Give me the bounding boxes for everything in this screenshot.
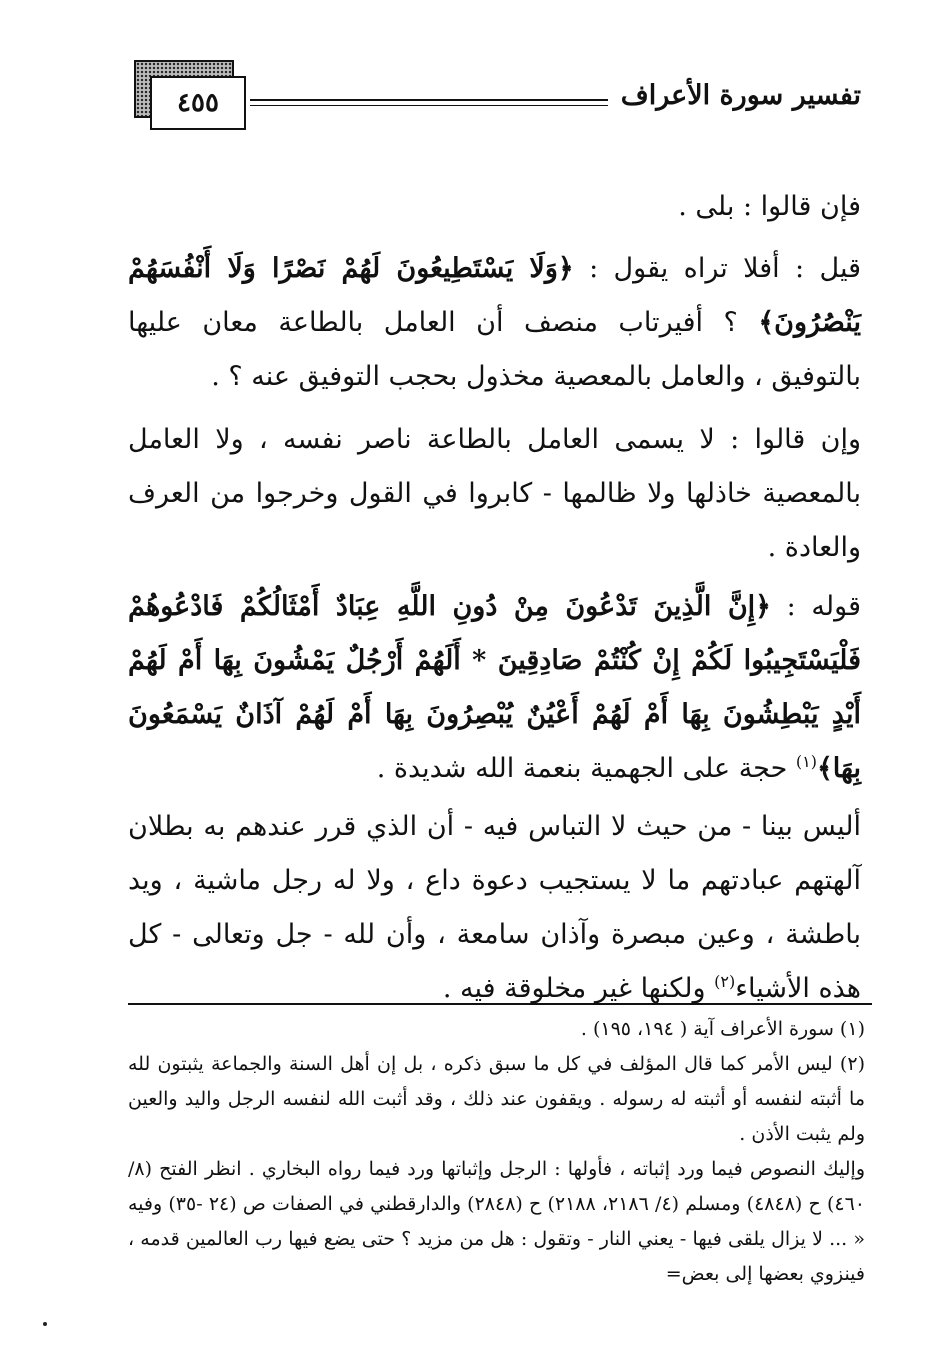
quran-verse-2: ﴿إِنَّ الَّذِينَ تَدْعُونَ مِنْ دُونِ اللَّهِ عِبَادٌ أَمْثَالُكُمْ فَادْعُوهُمْ فَلْيَسْتَجِيبُوا لَكُمْ إِنْ كُنْتُمْ صَادِقِينَ * أَلَهُمْ أَرْجُلٌ يَمْشُونَ بِهَا أَمْ لَهُمْ أَيْدٍ يَبْطِشُونَ بِهَا أَمْ لَهُمْ أَعْيُنٌ يُبْصِرُونَ بِهَا أَمْ لَهُمْ آذَانٌ يَسْمَعُونَ بِهَا﴾ (128, 591, 861, 784)
paragraph-2-rest: ؟ أفيرتاب منصف أن العامل بالطاعة معان عليها بالتوفيق ، والعامل بالمعصية مخذول بحجب التوفيق عنه ؟ . (128, 307, 861, 392)
paragraph-5 (128, 800, 861, 1016)
paragraph-2 (128, 242, 861, 404)
page-number: ٤٥٥ (150, 76, 246, 130)
paragraph-4-intro: قوله : (786, 591, 861, 622)
footnote-ref-2[interactable]: (٢) (714, 972, 736, 991)
paragraph-4 (128, 580, 861, 796)
paragraph-1 (128, 180, 861, 234)
quran-verse-1: ﴿وَلَا يَسْتَطِيعُونَ لَهُمْ نَصْرًا وَلَا أَنْفُسَهُمْ يَنْصُرُونَ﴾ (128, 253, 861, 338)
footnote-1: (١) سورة الأعراف آية ( ١٩٤، ١٩٥) . (580, 1018, 865, 1040)
paragraph-5-text: أليس بينا - من حيث لا التباس فيه - أن الذي قرر عندهم به بطلان آلهتهم عبادتهم ما لا يستجيب دعوة داع ، ولا له رجل ماشية ، ويد باطشة ، وعين مبصرة وآذان سامعة ، وأن لله - جل وتعالى - كل هذه الأشياء (128, 811, 861, 1004)
footnote-separator (128, 1003, 872, 1005)
paragraph-4-rest: حجة على الجهمية بنعمة الله شديدة . (376, 753, 788, 784)
footnote-2-continued: وإليك النصوص فيما ورد إثباته ، فأولها : الرجل وإثباتها ورد فيما رواه البخاري . انظر الفتح (٨/ ٤٦٠) ح (٤٨٤٨) ومسلم (٤/ ٢١٨٦، ٢١٨٨) ح (٢٨٤٨) والدارقطني في الصفات ص (٢٤ -٣٥) وفيه « ... لا يزال يلقى فيها - يعني النار - وتقول : هل من مزيد ؟ حتى يضع فيها رب العالمين قدمه ، فينزوي بعضها إلى بعض= (128, 1158, 865, 1285)
scan-speck (43, 1322, 47, 1326)
header-rule (250, 99, 608, 106)
footnotes (128, 1012, 865, 1292)
paragraph-1-text: فإن قالوا : بلى . (678, 191, 861, 222)
footnote-2: (٢) ليس الأمر كما قال المؤلف في كل ما سبق ذكره ، بل إن أهل السنة والجماعة يثبتون لله ما أثبته لنفسه أو أثبته له رسوله . ويقفون عند ذلك ، وقد أثبت الله لنفسه الرجل واليد والعين ولم يثبت الأذن . (128, 1053, 865, 1145)
footnote-ref-1[interactable]: (١) (795, 752, 817, 771)
paragraph-5-rest: ولكنها غير مخلوقة فيه . (442, 973, 706, 1004)
paragraph-3-text: وإن قالوا : لا يسمى العامل بالطاعة ناصر نفسه ، ولا العامل بالمعصية خاذلها ولا ظالمها - كابروا في القول وخرجوا من العرف والعادة . (128, 424, 861, 563)
paragraph-3 (128, 413, 861, 575)
paragraph-2-intro: قيل : أفلا تراه يقول : (589, 253, 861, 284)
running-title: تفسير سورة الأعراف (620, 80, 861, 111)
